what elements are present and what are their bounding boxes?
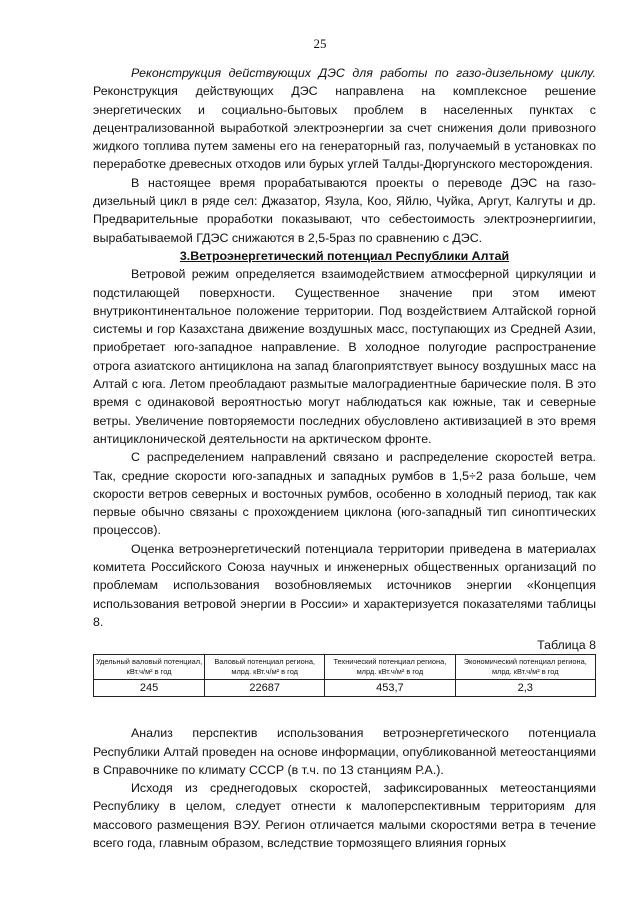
- table-cell: 245: [94, 680, 205, 697]
- document-body: [93, 64, 596, 852]
- subsection-title: Реконструкция действующих ДЭС для работы по газо-дизельному циклу.: [131, 66, 596, 80]
- paragraph-assessment: Оценка ветроэнергетический потенциала территории приведена в материалах комитета Российского Союза научных и инженерных общественных организаций по проблемам использования возобновляемых источников энергии «Концепция использования ветровой энергии в России» и характеризуется показателями таблицы 8.: [93, 541, 596, 629]
- table-header-row: [94, 655, 596, 680]
- paragraph-wind-regime: Ветровой режим определяется взаимодействием атмосферной циркуляции и подстилающей поверхности. Существенное значение при этом имеют внутриконтинентальное положение территории. Под воздействием Алтайской горной системы и гор Казахстана движение воздушных масс, поступающих из Средней Азии, приобретает юго-западное направление. В холодное полугодие распространение отрога азиатского антициклона на запад благоприятствует выносу воздушных масс на Алтай с юга. Летом преобладают размытые малоградиентные барические поля. В это время с одинаковой вероятностью могут наблюдаться как южные, так и северные ветры. Увеличение повторяемости последних обусловлено активизацией в это время антициклонической деятельности на арктическом фронте.: [93, 267, 596, 446]
- wind-potential-table: [93, 654, 596, 697]
- table-header-cell: Валовый потенциал региона, млрд. кВт.ч/м² в год: [205, 655, 325, 680]
- table-header-cell: Экономический потенциал региона, млрд. кВт.ч/м² в год: [455, 655, 595, 680]
- table-row: [94, 680, 596, 697]
- section-heading: 3.Ветроэнергетический потенциал Республики Алтай: [179, 248, 510, 263]
- table-cell: 2,3: [455, 680, 595, 697]
- table-header-cell: Технический потенциал региона, млрд. кВт.ч/м² в год: [325, 655, 455, 680]
- table-cell: 22687: [205, 680, 325, 697]
- page-number: 25: [313, 36, 327, 51]
- paragraph-reconstruction-text: Реконструкция действующих ДЭС направлена на комплексное решение энергетических и социально-бытовых проблем в населенных пунктах с децентрализованной выработкой электроэнергии за счет снижения доли привозного жидкого топлива путем замены его на генераторный газ, получаемый в установках по переработке древесных отходов или бурых углей Талды-Дюргунского месторождения.: [93, 84, 596, 172]
- table-caption: Таблица 8: [537, 638, 596, 653]
- paragraph-projects: В настоящее время прорабатываются проекты о переводе ДЭС на газо-дизельный цикл в ряде сел: Джазатор, Язула, Коо, Яйлю, Чуйка, Аргут, Калгуты и др. Предварительные проработки показывают, что себестоимость электроэнергиигии, вырабатываемой ГДЭС снижаются в 2,5-5раз по сравнению с ДЭС.: [93, 175, 596, 245]
- paragraph-speed-distribution: С распределением направлений связано и распределение скоростей ветра. Так, средние скорости юго-западных и западных румбов в 1,5÷2 раза больше, чем скорости ветров северных и восточных румбов, особенно в холодный период, так как первые обычно связаны с прохождением циклона (юго-западный тип синоптических процессов).: [93, 450, 596, 538]
- paragraph-conclusion: Исходя из среднегодовых скоростей, зафиксированных метеостанциями Республику в целом, следует отнести к малоперспективным территориям для массового размещения ВЭУ. Регион отличается малыми скоростями ветра в течение всего года, главным образом, вследствие тормозящего влияния горных: [93, 781, 596, 850]
- paragraph-reconstruction: [93, 64, 596, 174]
- paragraph-analysis: Анализ перспектив использования ветроэнергетического потенциала Республики Алтай проведен на основе информации, опубликованной метеостанциями в Справочнике по климату СССР (в т.ч. по 13 станциям Р.А.).: [93, 726, 596, 777]
- table-cell: 453,7: [325, 680, 455, 697]
- table-header-cell: Удельный валовый потенциал, кВт.ч/м² в год: [94, 655, 205, 680]
